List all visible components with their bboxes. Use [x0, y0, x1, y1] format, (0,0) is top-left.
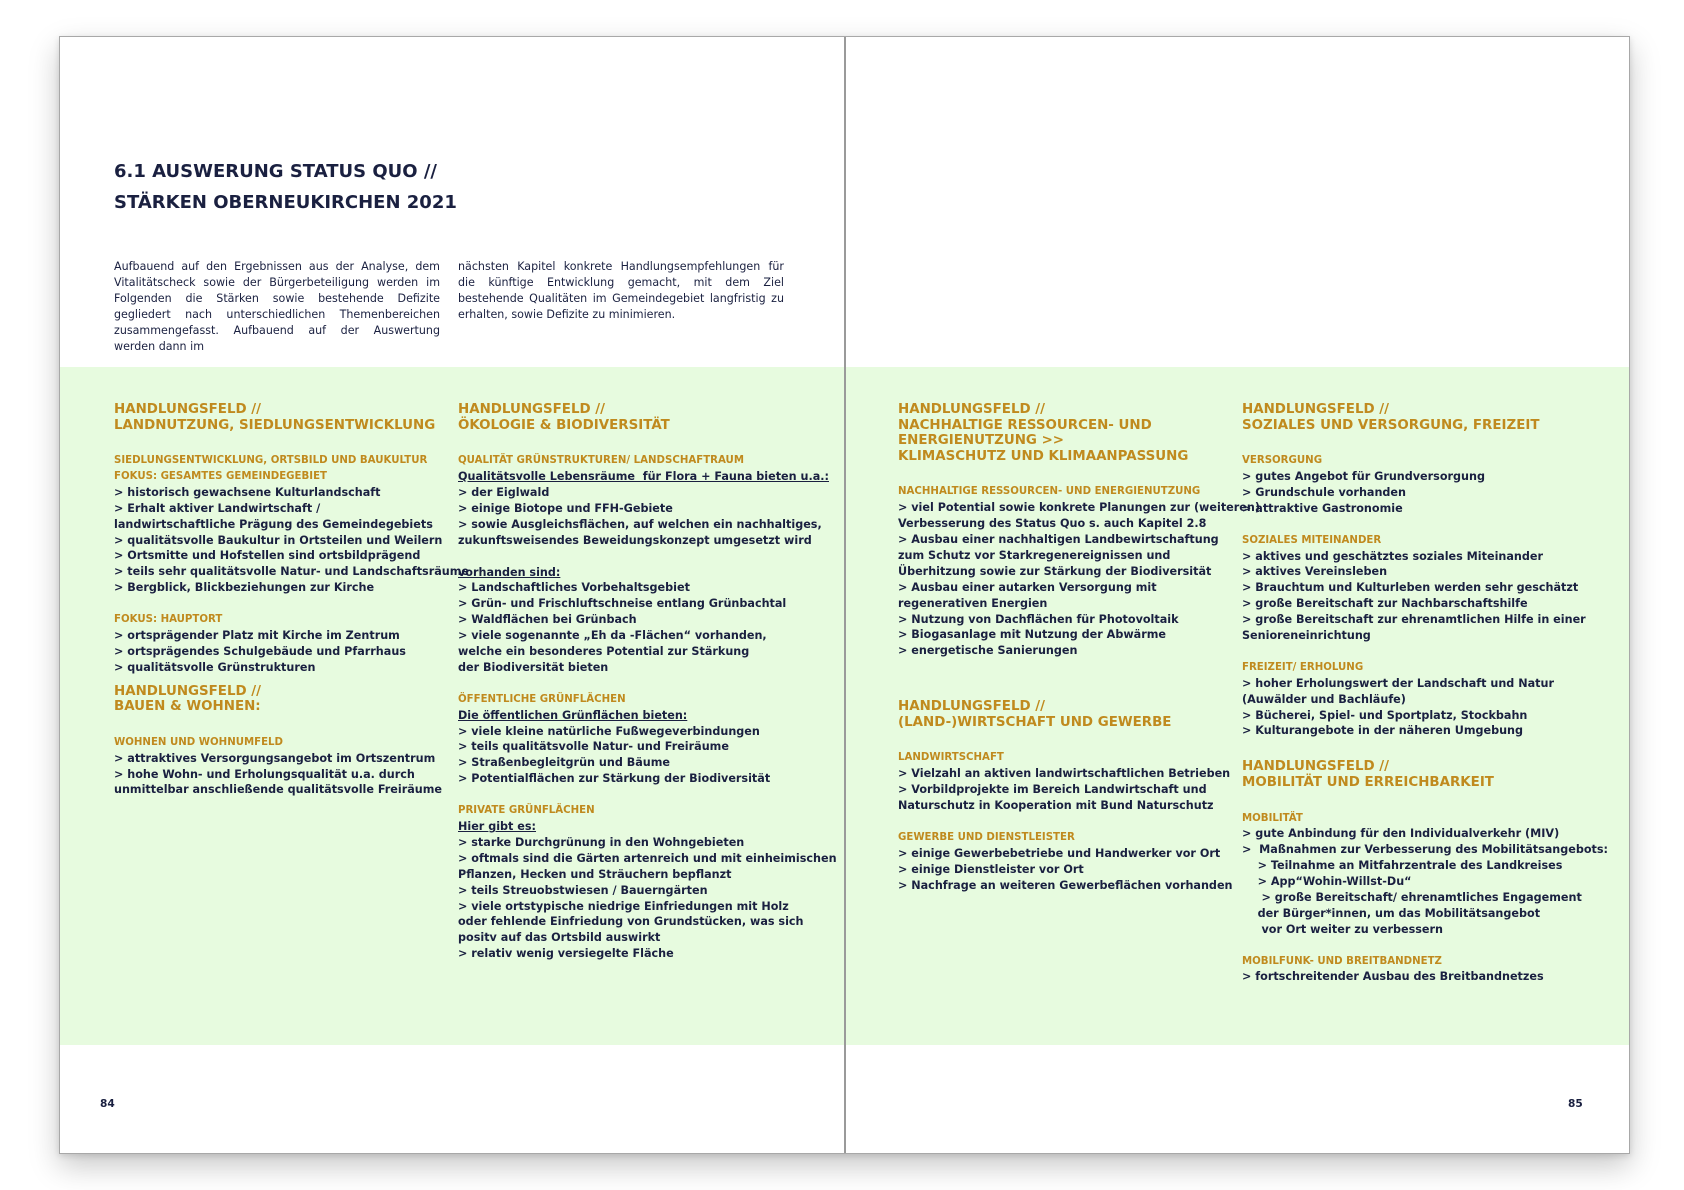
subsection-heading: ÖFFENTLICHE GRÜNFLÄCHEN	[458, 693, 626, 705]
list-item: vor Ort weiter zu verbessern	[1242, 922, 1443, 936]
list-item: > historisch gewachsene Kulturlandschaft	[114, 485, 381, 499]
column-soziales	[1242, 402, 1609, 985]
list-item: regenerativen Energien	[898, 596, 1048, 610]
list-item: > attraktive Gastronomie	[1242, 501, 1403, 515]
list-item: > Nachfrage an weiteren Gewerbeflächen vorhanden	[898, 878, 1233, 892]
list-item: > hohe Wohn- und Erholungsqualität u.a. durch	[114, 767, 415, 781]
list-item: > qualitätsvolle Baukultur in Ortsteilen und Weilern	[114, 533, 443, 547]
list-item: > ortsprägendes Schulgebäude und Pfarrhaus	[114, 644, 406, 658]
list-item: zum Schutz vor Starkregenereignissen und	[898, 548, 1171, 562]
list-item: > große Bereitschaft/ ehrenamtliches Engagement	[1242, 890, 1582, 904]
section-heading: SOZIALES UND VERSORGUNG, FREIZEIT	[1242, 417, 1540, 433]
list-item: > energetische Sanierungen	[898, 644, 1078, 658]
subsection-heading: SOZIALES MITEINANDER	[1242, 534, 1382, 546]
page-title-line-1: 6.1 AUSWERUNG STATUS QUO //	[114, 161, 437, 182]
page-title	[114, 156, 457, 218]
list-item: > App“Wohin-Willst-Du“	[1242, 875, 1412, 889]
list-item: oder fehlende Einfriedung von Grundstücken, was sich	[458, 915, 804, 929]
list-item: > viele kleine natürliche Fußwegeverbindungen	[458, 724, 760, 738]
list-item: der Biodiversität bieten	[458, 660, 609, 674]
list-item: > Straßenbegleitgrün und Bäume	[458, 756, 671, 770]
subsection-heading: FREIZEIT/ ERHOLUNG	[1242, 661, 1364, 673]
list-item: > einige Gewerbebetriebe und Handwerker vor Ort	[898, 846, 1221, 860]
list-item: > Erhalt aktiver Landwirtschaft /	[114, 501, 321, 515]
list-item: > einige Biotope und FFH-Gebiete	[458, 501, 673, 515]
book-spread	[59, 36, 1630, 1154]
list-item: Pflanzen, Hecken und Sträuchern bepflanzt	[458, 867, 732, 881]
subsection-heading: SIEDLUNGSENTWICKLUNG, ORTSBILD UND BAUKULTUR	[114, 455, 428, 467]
intro-text-col-2: nächsten Kapitel konkrete Handlungsempfehlungen für die künftige Entwicklung gemacht, mit dem Ziel bestehende Qualitäten im Gemeindegebiet langfristig zu erhalten, sowie Defizite zu minimieren.	[458, 260, 784, 321]
list-item: > Bücherei, Spiel- und Sportplatz, Stockbahn	[1242, 708, 1528, 722]
section-heading: HANDLUNGSFELD //	[114, 683, 262, 699]
list-item: > fortschreitender Ausbau des Breitbandnetzes	[1242, 970, 1544, 984]
list-item: Überhitzung sowie zur Stärkung der Biodiversität	[898, 564, 1212, 578]
list-item: > einige Dienstleister vor Ort	[898, 862, 1084, 876]
subsection-heading: FOKUS: GESAMTES GEMEINDEGEBIET	[114, 470, 327, 482]
section-heading: LANDNUTZUNG, SIEDLUNGSENTWICKLUNG	[114, 417, 436, 433]
subsection-heading: GEWERBE UND DIENSTLEISTER	[898, 831, 1075, 843]
list-item: > relativ wenig versiegelte Fläche	[458, 947, 674, 961]
list-item: Verbesserung des Status Quo s. auch Kapitel 2.8	[898, 517, 1207, 531]
section-heading: ENERGIENUTZUNG >>	[898, 433, 1065, 449]
list-item: unmittelbar anschließende qualitätsvolle Freiräume	[114, 783, 442, 797]
list-item: > hoher Erholungswert der Landschaft und Natur	[1242, 676, 1554, 690]
page-number-right: 85	[1568, 1098, 1583, 1110]
list-item: > Nutzung von Dachflächen für Photovoltaik	[898, 612, 1179, 626]
section-heading: HANDLUNGSFELD //	[458, 402, 606, 417]
list-item: > aktives und geschätztes soziales Miteinander	[1242, 549, 1544, 563]
list-item: > teils qualitätsvolle Natur- und Freiräume	[458, 740, 729, 754]
subsection-heading: FOKUS: HAUPTORT	[114, 614, 223, 626]
list-item: > Grundschule vorhanden	[1242, 485, 1406, 499]
list-item: > Vielzahl an aktiven landwirtschaftlichen Betrieben	[898, 767, 1231, 781]
list-item: der Bürger*innen, um das Mobilitätsangebot	[1242, 906, 1541, 920]
list-item: > Biogasanlage mit Nutzung der Abwärme	[898, 628, 1166, 642]
list-item: > große Bereitschaft zur Nachbarschaftshilfe	[1242, 597, 1528, 611]
section-heading: HANDLUNGSFELD //	[1242, 759, 1390, 775]
list-item: > Ausbau einer nachhaltigen Landbewirtschaftung	[898, 532, 1219, 546]
list-intro: Qualitätsvolle Lebensräume für Flora + Fauna bieten u.a.:	[458, 469, 829, 483]
list-item: > sowie Ausgleichsflächen, auf welchen ein nachhaltiges,	[458, 517, 822, 531]
list-item: > Brauchtum und Kulturleben werden sehr geschätzt	[1242, 581, 1579, 595]
section-heading: (LAND-)WIRTSCHAFT UND GEWERBE	[898, 714, 1172, 730]
list-item: > Kulturangebote in der näheren Umgebung	[1242, 724, 1524, 738]
list-item: > große Bereitschaft zur ehrenamtlichen Hilfe in einer	[1242, 613, 1586, 627]
intro-text-col-1: Aufbauend auf den Ergebnissen aus der Analyse, dem Vitalitätscheck sowie der Bürgerbeteiligung werden im Folgenden die Stärken sowie bestehende Defizite gegliedert nach unterschiedlichen Themenbereichen zusammengefasst. Aufbauend auf der Auswertung werden dann im	[114, 260, 440, 353]
book-spine	[844, 37, 846, 1153]
list-item: (Auwälder und Bachläufe)	[1242, 692, 1406, 706]
list-item: > ortsprägender Platz mit Kirche im Zentrum	[114, 628, 400, 642]
section-heading: BAUEN & WOHNEN:	[114, 699, 261, 715]
list-item: Naturschutz in Kooperation mit Bund Naturschutz	[898, 799, 1214, 813]
list-item: > teils Streuobstwiesen / Bauerngärten	[458, 883, 708, 897]
column-ressourcen	[898, 402, 1260, 893]
list-item: > starke Durchgrünung in den Wohngebieten	[458, 835, 745, 849]
list-item: > Waldflächen bei Grünbach	[458, 613, 637, 627]
list-item: > attraktives Versorgungsangebot im Ortszentrum	[114, 751, 436, 765]
list-item: > Potentialflächen zur Stärkung der Biodiversität	[458, 772, 771, 786]
list-intro: vorhanden sind:	[458, 565, 561, 579]
list-item: zukunftsweisendes Beweidungskonzept umgesetzt wird	[458, 533, 812, 547]
list-item: > Bergblick, Blickbeziehungen zur Kirche	[114, 581, 375, 595]
list-item: > Teilnahme an Mitfahrzentrale des Landkreises	[1242, 859, 1563, 873]
list-item: > Vorbildprojekte im Bereich Landwirtschaft und	[898, 783, 1207, 797]
list-item: > viele sogenannte „Eh da -Flächen“ vorhanden,	[458, 629, 767, 643]
list-intro: Hier gibt es:	[458, 819, 537, 833]
list-item: positv auf das Ortsbild auswirkt	[458, 931, 661, 945]
list-item: > viele ortstypische niedrige Einfriedungen mit Holz	[458, 899, 789, 913]
column-oekologie	[458, 402, 837, 962]
subsection-heading: MOBILFUNK- UND BREITBANDNETZ	[1242, 955, 1442, 967]
subsection-heading: LANDWIRTSCHAFT	[898, 752, 1004, 764]
list-item: > oftmals sind die Gärten artenreich und mit einheimischen	[458, 851, 837, 865]
section-heading: ÖKOLOGIE & BIODIVERSITÄT	[458, 417, 670, 433]
list-item: > gute Anbindung für den Individualverkehr (MIV)	[1242, 827, 1560, 841]
list-item: > der Eiglwald	[458, 485, 550, 499]
list-intro: Die öffentlichen Grünflächen bieten:	[458, 708, 688, 722]
subsection-heading: QUALITÄT GRÜNSTRUKTUREN/ LANDSCHAFTRAUM	[458, 455, 744, 467]
section-heading: HANDLUNGSFELD //	[898, 699, 1046, 715]
list-item: > viel Potential sowie konkrete Planungen zur (weiteren)	[898, 501, 1260, 515]
column-landnutzung	[114, 402, 469, 798]
list-item: welche ein besonderes Potential zur Stärkung	[458, 645, 750, 659]
section-heading: HANDLUNGSFELD //	[1242, 402, 1390, 417]
list-item: > gutes Angebot für Grundversorgung	[1242, 469, 1485, 483]
section-heading: NACHHALTIGE RESSOURCEN- UND	[898, 417, 1152, 433]
list-item: > Ortsmitte und Hofstellen sind ortsbildprägend	[114, 549, 421, 563]
section-heading: HANDLUNGSFELD //	[898, 402, 1046, 417]
section-heading: HANDLUNGSFELD //	[114, 402, 262, 417]
list-item: > Maßnahmen zur Verbesserung des Mobilitätsangebots:	[1242, 843, 1609, 857]
list-item: Senioreneinrichtung	[1242, 629, 1371, 643]
section-heading: KLIMASCHUTZ UND KLIMAANPASSUNG	[898, 448, 1189, 464]
list-item: landwirtschaftliche Prägung des Gemeindegebiets	[114, 517, 433, 531]
subsection-heading: VERSORGUNG	[1242, 455, 1323, 467]
page-number-left: 84	[100, 1098, 115, 1110]
list-item: > Grün- und Frischluftschneise entlang Grünbachtal	[458, 597, 787, 611]
subsection-heading: WOHNEN UND WOHNUMFELD	[114, 736, 284, 748]
subsection-heading: PRIVATE GRÜNFLÄCHEN	[458, 805, 595, 817]
subsection-heading: MOBILITÄT	[1242, 812, 1303, 824]
subsection-heading: NACHHALTIGE RESSOURCEN- UND ENERGIENUTZUNG	[898, 486, 1201, 498]
section-heading: MOBILITÄT UND ERREICHBARKEIT	[1242, 774, 1494, 790]
list-item: > qualitätsvolle Grünstrukturen	[114, 660, 316, 674]
list-item: > Landschaftliches Vorbehaltsgebiet	[458, 581, 690, 595]
list-item: > aktives Vereinsleben	[1242, 565, 1388, 579]
list-item: > Ausbau einer autarken Versorgung mit	[898, 580, 1157, 594]
list-item: > teils sehr qualitätsvolle Natur- und Landschaftsräume	[114, 565, 469, 579]
page-title-line-2: STÄRKEN OBERNEUKIRCHEN 2021	[114, 192, 457, 213]
